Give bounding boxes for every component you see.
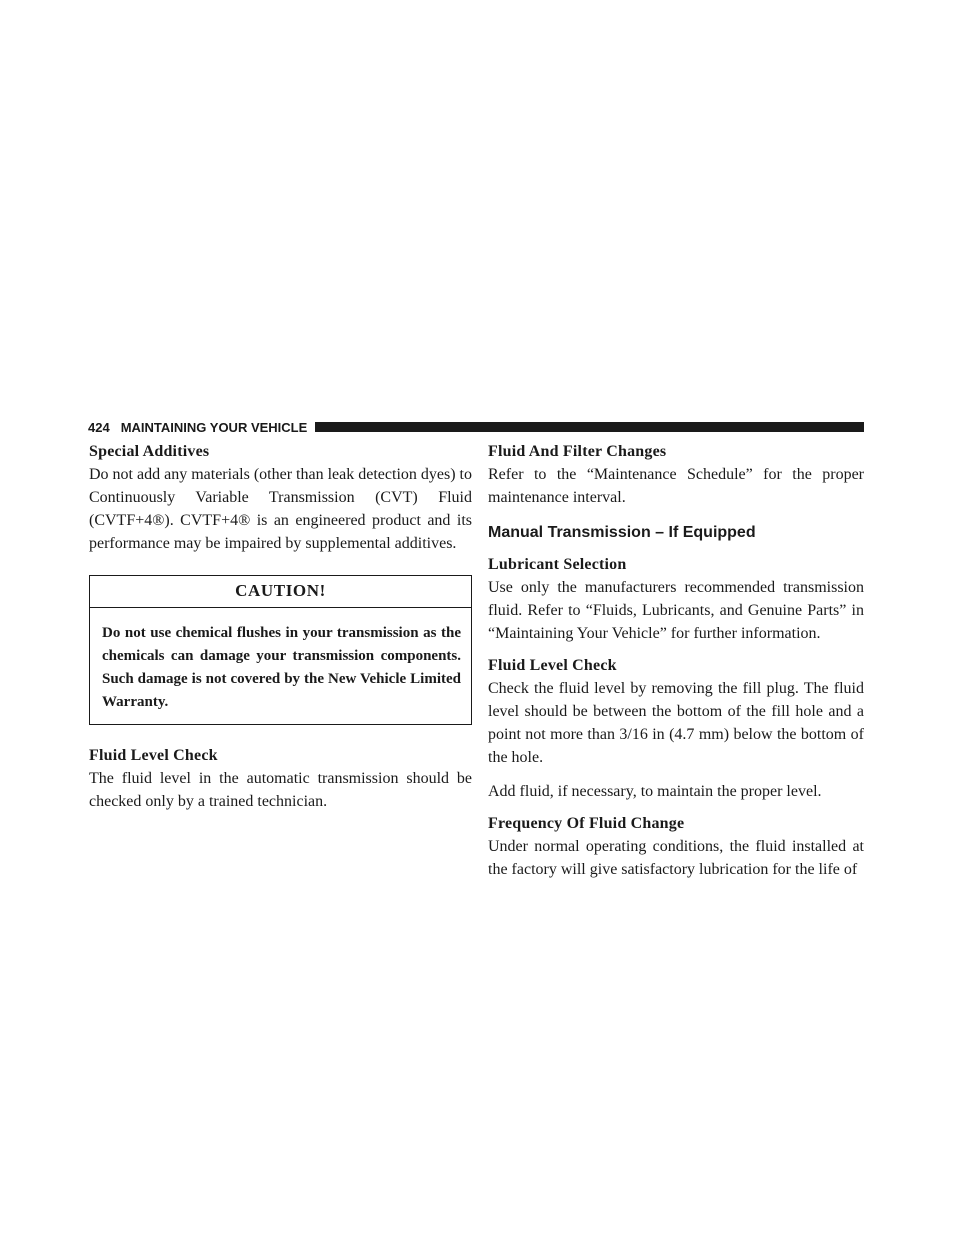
page-header xyxy=(88,419,864,435)
auto-fluid-level-text: The fluid level in the automatic transmission should be checked only by a trained technician. xyxy=(89,770,472,810)
right-column xyxy=(488,441,864,881)
lubricant-selection-text: Use only the manufacturers recommended transmission fluid. Refer to “Fluids, Lubricants, and Genuine Parts” in “Maintaining Your Vehicle” for further information. xyxy=(488,579,864,642)
caution-text: Do not use chemical flushes in your transmission as the chemicals can damage your transmission components. Such damage is not covered by the New Vehicle Limited Warranty. xyxy=(102,625,461,710)
fluid-filter-changes-heading: Fluid And Filter Changes xyxy=(488,443,667,460)
chapter-title: MAINTAINING YOUR VEHICLE xyxy=(120,419,308,435)
manual-transmission-section-title: Manual Transmission – If Equipped xyxy=(488,524,756,541)
frequency-text: Under normal operating conditions, the fluid installed at the factory will give satisfactory lubrication for the life of xyxy=(488,838,864,878)
page-number: 424 xyxy=(88,419,110,435)
frequency-heading: Frequency Of Fluid Change xyxy=(488,815,685,832)
header-rule xyxy=(315,422,864,432)
caution-title: CAUTION! xyxy=(90,576,471,608)
caution-box xyxy=(89,575,472,725)
add-fluid-text: Add fluid, if necessary, to maintain the proper level. xyxy=(488,783,822,800)
special-additives-heading: Special Additives xyxy=(89,443,210,460)
special-additives-text: Do not add any materials (other than leak detection dyes) to Continuously Variable Transmission (CVT) Fluid (CVTF+4®). CVTF+4® is an engineered product and its performance may be impaired by supplemental additives. xyxy=(89,466,472,552)
auto-fluid-level-heading: Fluid Level Check xyxy=(89,747,218,764)
lubricant-selection-heading: Lubricant Selection xyxy=(488,556,627,573)
fluid-filter-changes-text: Refer to the “Maintenance Schedule” for the proper maintenance interval. xyxy=(488,466,864,506)
manual-fluid-level-heading: Fluid Level Check xyxy=(488,657,617,674)
manual-fluid-level-text: Check the fluid level by removing the fill plug. The fluid level should be between the bottom of the fill hole and a point not more than 3/16 in (4.7 mm) below the bottom of the hole. xyxy=(488,680,864,766)
left-column xyxy=(89,441,472,813)
